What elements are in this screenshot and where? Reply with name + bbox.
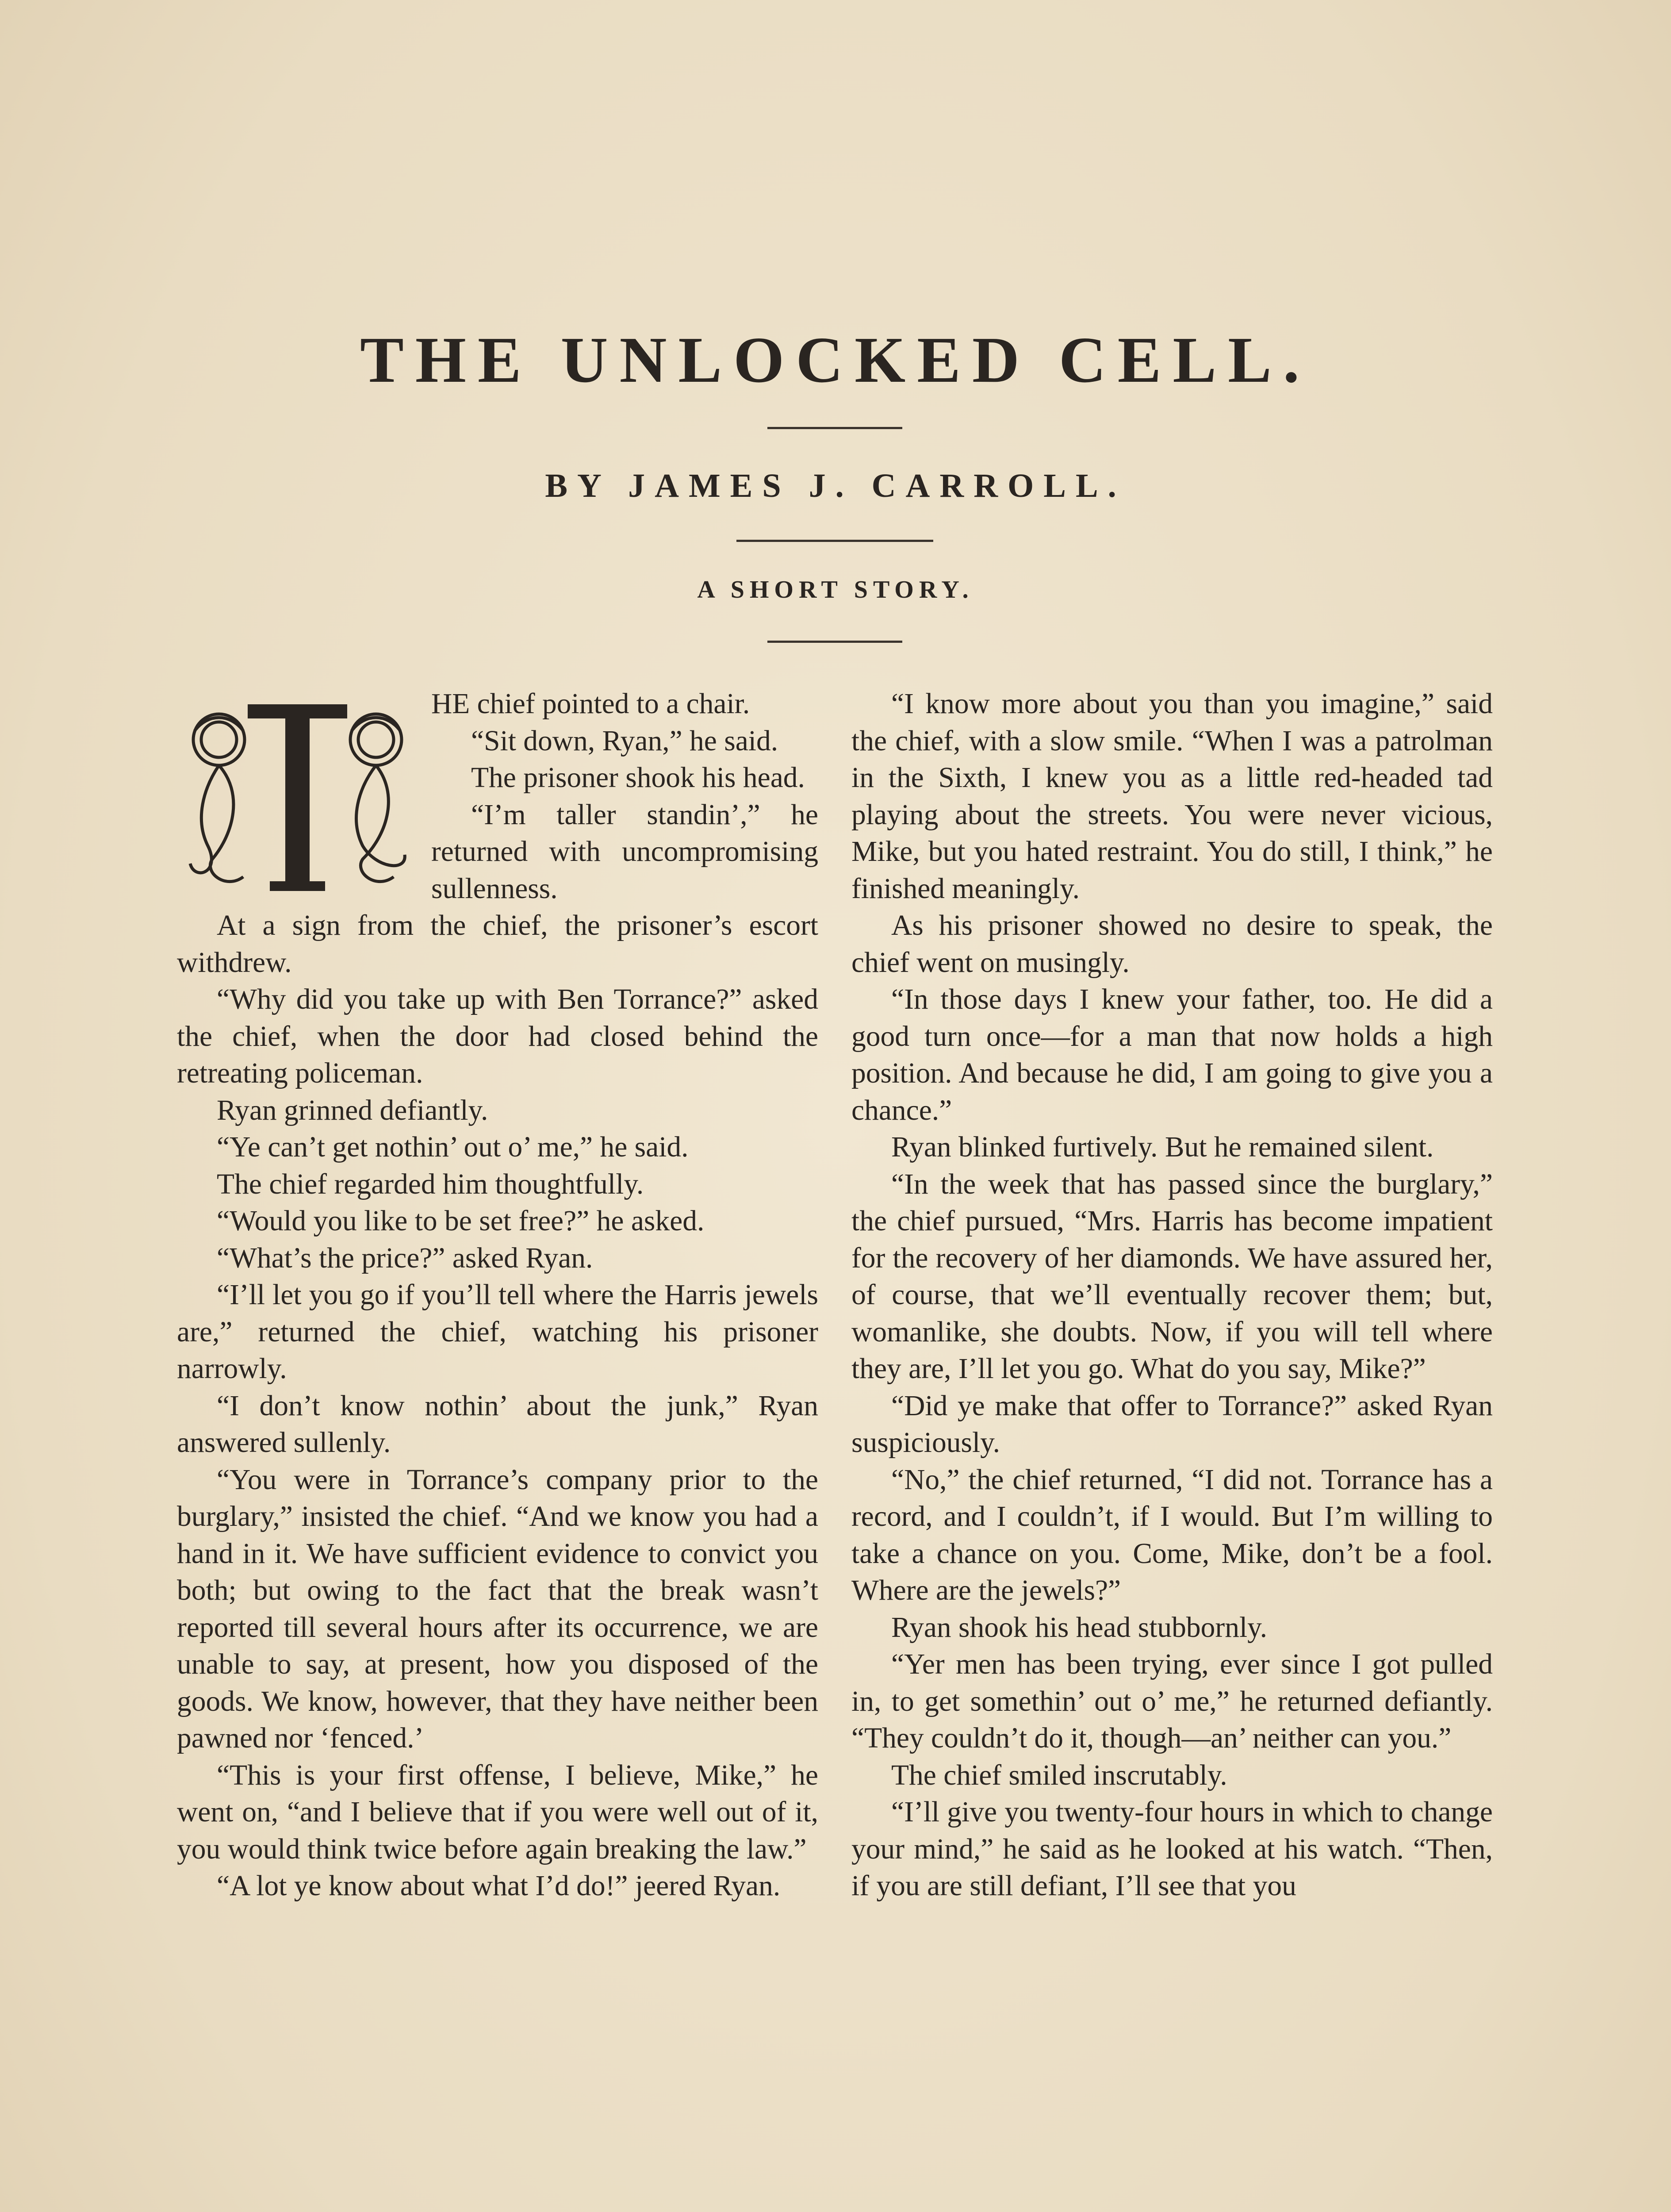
label-rule xyxy=(767,641,902,643)
paragraph: “Would you like to be set free?” he asked. xyxy=(217,1205,705,1237)
author-byline: BY JAMES J. CARROLL. xyxy=(545,467,1126,504)
text-column-left xyxy=(177,686,818,1905)
paragraph: At a sign from the chief, the prisoner’s escort withdrew. xyxy=(177,910,818,979)
paragraph: “I’m taller standin’,” he returned with uncompromising sullenness. xyxy=(431,799,818,905)
paragraph: Ryan blinked furtively. But he remained silent. xyxy=(891,1131,1434,1163)
paragraph: “I’ll let you go if you’ll tell where the Harris jewels are,” returned the chief, watching his prisoner narrowly. xyxy=(177,1279,818,1385)
paragraph: “Ye can’t get nothin’ out o’ me,” he said. xyxy=(217,1131,689,1163)
paragraph: The prisoner shook his head. xyxy=(471,762,805,794)
paragraph: “A lot ye know about what I’d do!” jeered Ryan. xyxy=(217,1870,781,1902)
paragraph: “Sit down, Ryan,” he said. xyxy=(471,725,778,757)
paragraph: “Why did you take up with Ben Torrance?” asked the chief, when the door had closed behind the retreating policeman. xyxy=(177,983,818,1089)
paragraph: “You were in Torrance’s company prior to the burglary,” insisted the chief. “And we know you had a hand in it. We have sufficient evidence to convict you both; but owing to the fact that the break wasn’t reported till several hours after its occurrence, we are unable to say, at present, how you disposed of the goods. We know, however, that they have neither been pawned nor ‘fenced.’ xyxy=(177,1463,818,1754)
paragraph: “In the week that has passed since the burglary,” the chief pursued, “Mrs. Harris has become impatient for the recovery of her diamonds. We have assured her, of course, that we’ll eventually recover them; but, womanlike, she doubts. Now, if you will tell where they are, I’ll let you go. What do you say, Mike?” xyxy=(851,1168,1493,1385)
paragraph: “What’s the price?” asked Ryan. xyxy=(217,1242,593,1274)
text-column-right xyxy=(851,686,1493,1905)
paragraph: Ryan shook his head stubbornly. xyxy=(891,1611,1268,1644)
byline-rule xyxy=(736,540,933,542)
paragraph: “Did ye make that offer to Torrance?” asked Ryan suspiciously. xyxy=(851,1390,1493,1459)
title-rule xyxy=(767,427,902,429)
story-type-label: A SHORT STORY. xyxy=(697,576,974,603)
paragraph: “I know more about you than you imagine,” said the chief, with a slow smile. “When I was a patrolman in the Sixth, I knew you as a little red-headed tad playing about the streets. You were never vicious, Mike, but you hated restraint. You do still, I think,” he finished meaningly. xyxy=(851,688,1493,905)
paragraph: The chief regarded him thoughtfully. xyxy=(217,1168,644,1200)
paragraph: “This is your first offense, I believe, Mike,” he went on, “and I believe that if you were well out of it, you would think twice before again breaking the law.” xyxy=(177,1759,818,1865)
paragraph: As his prisoner showed no desire to speak, the chief went on musingly. xyxy=(851,910,1493,979)
paragraph: “I don’t know nothin’ about the junk,” Ryan answered sullenly. xyxy=(177,1390,818,1459)
paragraph: The chief smiled inscrutably. xyxy=(891,1759,1227,1791)
paragraph-first: HE chief pointed to a chair. xyxy=(431,688,750,720)
paragraph: Ryan grinned defiantly. xyxy=(217,1094,488,1126)
story-title: THE UNLOCKED CELL. xyxy=(360,324,1311,396)
paragraph: “I’ll give you twenty-four hours in which to change your mind,” he said as he looked at his watch. “Then, if you are still defiant, I’ll see that you xyxy=(851,1796,1493,1902)
paragraph: “Yer men has been trying, ever since I got pulled in, to get somethin’ out o’ me,” he returned defiantly. “They couldn’t do it, though—an’ neither can you.” xyxy=(851,1648,1493,1754)
ornamental-dropcap-icon xyxy=(177,687,418,903)
paragraph: “No,” the chief returned, “I did not. Torrance has a record, and I couldn’t, if I would. But I’m willing to take a chance on you. Come, Mike, don’t be a fool. Where are the jewels?” xyxy=(851,1463,1493,1606)
paragraph: “In those days I knew your father, too. He did a good turn once—for a man that now holds a high position. And because he did, I am going to give you a chance.” xyxy=(851,983,1493,1126)
